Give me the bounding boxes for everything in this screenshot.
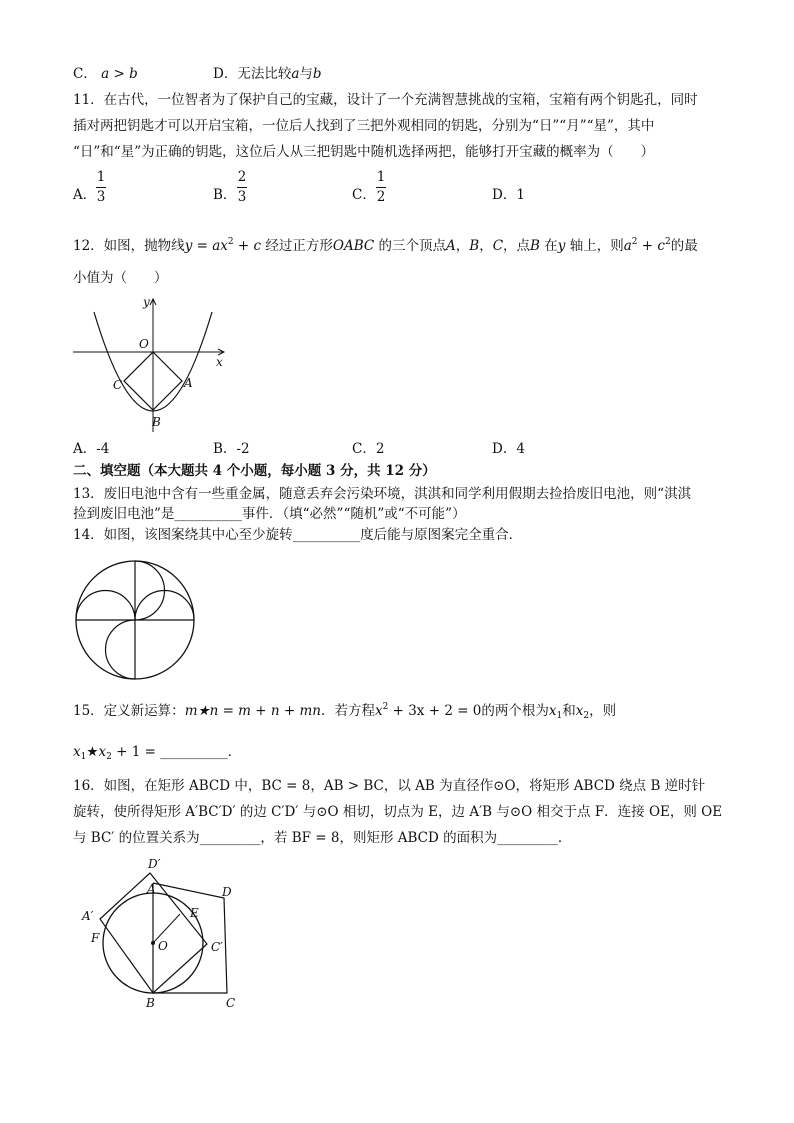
q11-line2: 插对两把钥匙才可以开启宝箱，一位后人找到了三把外观相同的钥匙，分别为“日”“月”“星”，其中 xyxy=(73,118,655,134)
var: OABC xyxy=(332,238,375,254)
text: 轴上，则 xyxy=(565,238,624,254)
label-e: E xyxy=(190,906,199,920)
answer-blank: __________ xyxy=(160,744,228,760)
label-a: A xyxy=(184,376,193,390)
label-c: C xyxy=(113,378,123,392)
var: ax xyxy=(212,238,228,254)
label-y: y xyxy=(143,295,150,309)
exponent: 2 xyxy=(227,237,234,247)
label-d: D xyxy=(222,885,232,899)
definition: m★n = m + n + mn xyxy=(184,703,321,719)
option-label: C． xyxy=(352,441,376,457)
text: ，点 xyxy=(503,238,531,254)
answer-blank: __________ xyxy=(174,506,242,522)
text: + 3x + 2 = 0 xyxy=(388,703,482,719)
option-label: D． xyxy=(492,441,517,457)
var: B xyxy=(530,238,540,254)
option-label: B． xyxy=(213,441,237,457)
text: 经过正方形 xyxy=(261,238,333,254)
numerator: 1 xyxy=(376,169,386,185)
denominator: 3 xyxy=(96,189,106,205)
subscript: 1 xyxy=(80,752,87,762)
exponent: 2 xyxy=(664,237,671,247)
var: y xyxy=(184,238,193,254)
subscript: 1 xyxy=(556,711,563,721)
option-label: C． xyxy=(73,66,97,82)
text: 事件．（填“必然”“随机”或“不可能”） xyxy=(241,506,466,522)
star-operator: ★ xyxy=(86,744,99,760)
text: 捡到废旧电池”是 xyxy=(73,506,175,522)
var: c xyxy=(657,238,665,254)
var-a: a xyxy=(291,66,300,82)
subscript: 2 xyxy=(106,752,112,762)
text: + xyxy=(233,238,254,254)
var: A xyxy=(446,238,456,254)
numerator: 2 xyxy=(237,169,247,185)
var: x xyxy=(98,744,107,760)
denominator: 3 xyxy=(237,189,247,205)
numerator: 1 xyxy=(96,169,106,185)
label-a: A xyxy=(147,882,156,896)
text: 的两个根为 xyxy=(481,703,549,719)
text: = xyxy=(192,238,213,254)
label-dp: D′ xyxy=(148,857,161,871)
option-text: 4 xyxy=(516,441,525,457)
exponent: 2 xyxy=(382,702,389,712)
label-cp: C′ xyxy=(211,940,223,954)
text: 与 BC′ 的位置关系为 xyxy=(73,830,200,846)
text: 度后能与原图案完全重合． xyxy=(360,527,523,543)
option-text: 与 xyxy=(299,66,313,82)
text: ，若 BF = 8，则矩形 ABCD 的面积为 xyxy=(260,830,498,846)
var-b: b xyxy=(312,66,322,82)
option-text: -2 xyxy=(236,441,250,457)
option-text: a > b xyxy=(101,66,138,82)
text: 14．如图，该图案绕其中心至少旋转 xyxy=(73,527,293,543)
text: 在 xyxy=(539,238,558,254)
option-text: 2 xyxy=(375,441,385,457)
option-label: D． xyxy=(492,187,517,203)
var: C xyxy=(492,238,504,254)
label-ap: A′ xyxy=(82,909,94,923)
denominator: 2 xyxy=(376,189,386,205)
option-text: 无法比较 xyxy=(237,66,292,82)
text: 的三个顶点 xyxy=(374,238,447,254)
text: ， xyxy=(479,238,493,254)
text: ， xyxy=(455,238,470,254)
center-point xyxy=(151,941,155,945)
var: c xyxy=(253,238,262,254)
q13-line1: 13．废旧电池中含有一些重金属，随意丢弃会污染环境，淇淇和同学利用假期去捡拾废旧电池，则“淇淇 xyxy=(73,486,692,502)
var: x xyxy=(548,703,557,719)
q11-line3: “日”和“星”为正确的钥匙，这位后人从三把钥匙中随机选择两把，能够打开宝藏的概率为（ ） xyxy=(73,144,655,160)
text: + 1 = xyxy=(111,744,161,760)
q11-option-a-label: A． xyxy=(73,187,97,203)
answer-blank: __________ xyxy=(292,527,361,543)
var: y xyxy=(557,238,566,254)
label-c: C xyxy=(226,996,236,1010)
text: 的最 xyxy=(670,238,698,254)
q11-option-c-label: C． xyxy=(352,187,376,203)
text: 15．定义新运算： xyxy=(73,703,185,719)
label-o: O xyxy=(139,337,149,351)
text: ． xyxy=(557,830,572,846)
var: x xyxy=(374,703,383,719)
q11-line1: 11．在古代，一位智者为了保护自己的宝藏，设计了一个充满智慧挑战的宝箱，宝箱有两个钥匙孔，同时 xyxy=(73,92,698,108)
label-o: O xyxy=(158,939,168,953)
var: a xyxy=(623,238,632,254)
text: ，则 xyxy=(589,703,617,719)
text: + xyxy=(637,238,658,254)
q16-line2: 旋转，使所得矩形 A′BC′D′ 的边 C′D′ 与⊙O 相切，切点为 E，边 A′B 与⊙O 相交于点 F．连接 OE，则 OE xyxy=(73,804,723,820)
text: ． xyxy=(227,744,242,760)
option-text: -4 xyxy=(96,441,110,457)
option-text: 1 xyxy=(516,187,525,203)
text: ．若方程 xyxy=(320,703,375,719)
label-b: B xyxy=(146,996,155,1010)
label-b: B xyxy=(152,415,161,429)
exponent: 2 xyxy=(631,237,638,247)
var: B xyxy=(469,238,480,254)
text: 和 xyxy=(562,703,576,719)
option-label: D． xyxy=(213,66,238,82)
section-title: 二、填空题（本大题共 4 个小题，每小题 3 分，共 12 分） xyxy=(73,463,436,479)
q16-line1: 16．如图，在矩形 ABCD 中，BC = 8，AB > BC，以 AB 为直径作⊙O，将矩形 ABCD 绕点 B 逆时针 xyxy=(73,778,706,794)
option-label: A． xyxy=(73,441,97,457)
q12-line2: 小值为（ ） xyxy=(73,270,168,286)
var: x xyxy=(73,744,81,760)
label-x: x xyxy=(216,355,223,369)
var: x xyxy=(575,703,584,719)
text: 12．如图，抛物线 xyxy=(73,238,185,254)
q11-option-b-label: B． xyxy=(213,187,237,203)
answer-blank: _________ xyxy=(497,830,558,846)
label-f: F xyxy=(91,931,100,945)
subscript: 2 xyxy=(583,711,590,721)
answer-blank: _________ xyxy=(199,830,261,846)
